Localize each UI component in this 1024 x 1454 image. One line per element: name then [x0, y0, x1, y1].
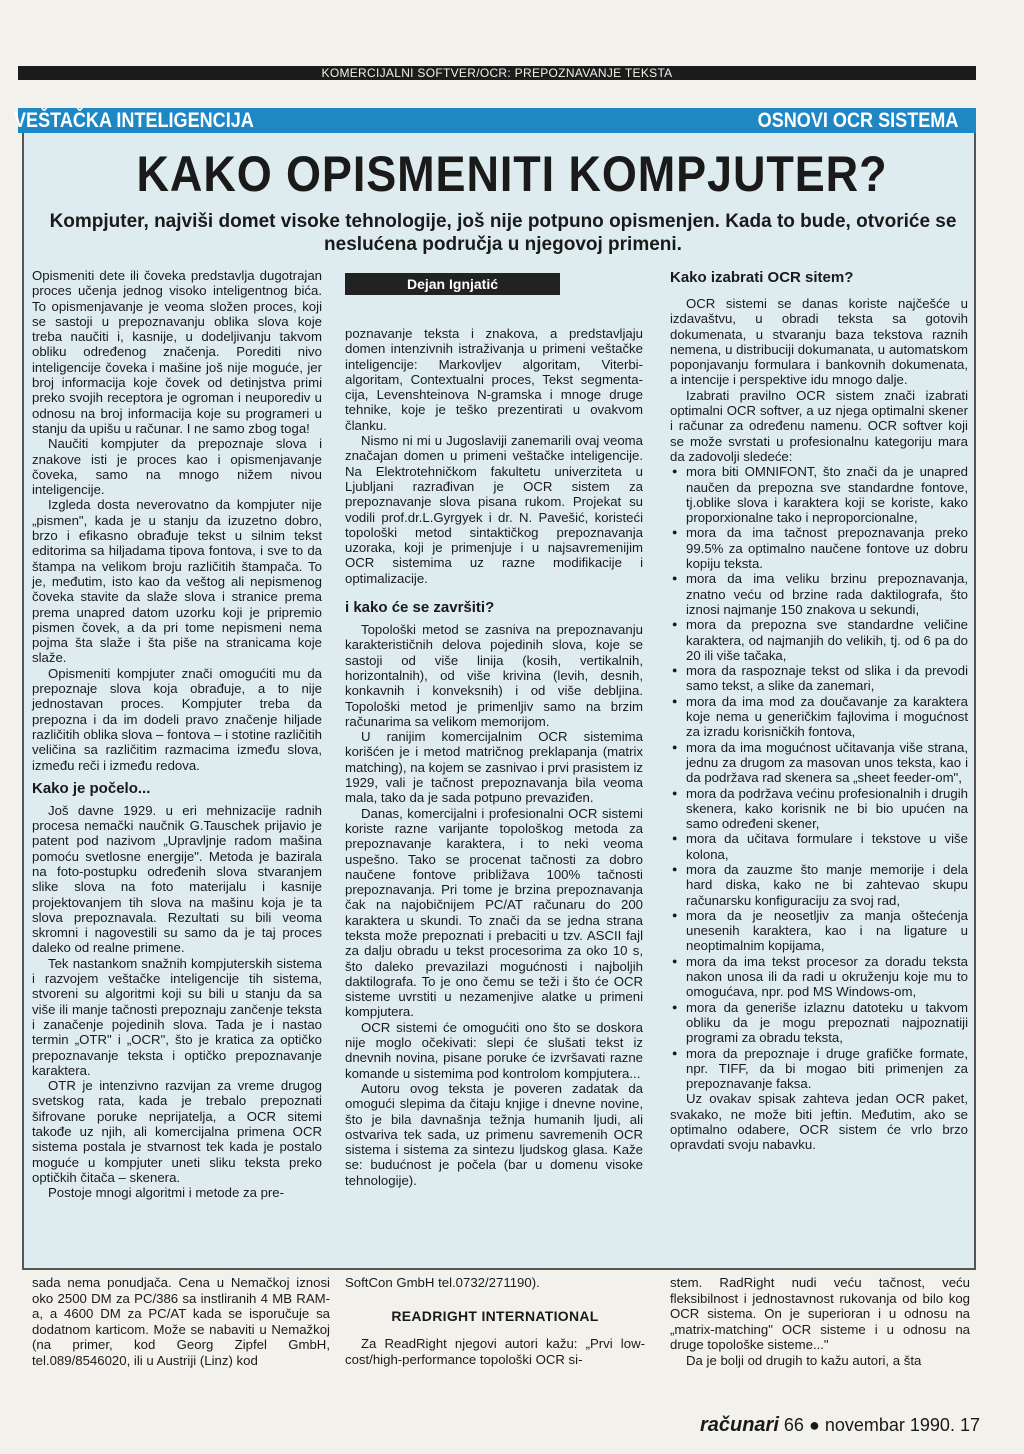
list-item: ● mora da raspoznaje tekst od slika i da prevodi samo tekst, a slike da zanemari, — [670, 663, 968, 694]
list-item: ● mora da je neosetljiv za manja oštećenja unesenih karaktera, kao i na ligature u neoptimalnim kopijama, — [670, 908, 968, 954]
paragraph: Izgleda dosta neverovatno da kompjuter nije „pismen", kada je u stanju da izuzetno dobro, brzo i efikasno obrađuje tekst u silnim tekst editorima sa hiljadama tipova fontova, i sve to da štampa na velikom broju različitih štampača. To je, međutim, isto kao da veštog ali nepismenog čoveka stavite da slaže slova i stranice prema prema unapred datom uzorku koji je pripremio pismen čovek, a da pri tome nepismeni nema pojma šta slaže i šta piše na stranicama koje slaže. — [32, 497, 322, 666]
issue-number: 66 — [783, 1415, 804, 1435]
bullet-separator: ● — [808, 1415, 820, 1435]
subheading: Kako izabrati OCR sitem? — [670, 269, 854, 286]
list-item: ● mora da ima tačnost prepoznavanja preko 99.5% za optimalno naučene fontove uz dobru kopiju teksta. — [670, 525, 968, 571]
sidebar-column-1 — [32, 1275, 330, 1368]
page-number: 17 — [959, 1415, 980, 1435]
sidebar-column-2 — [345, 1275, 645, 1367]
paragraph: Autoru ovog teksta je poveren zadatak da omogući slepima da čitaju knjige i dnevne novine, što je bila davnašnja težnja humanih ljudi, ali ostvariva tek sada, uz primenu savremenih OCR sistema i sistema za sintezu ljudskog glasa. Kaže se: budućnost je počela (bar u domenu visoke tehnologije). — [345, 1080, 643, 1188]
paragraph: poznavanje teksta i znakova, a predstavljaju domen intenzivnih istraživanja u primeni veštačke inteligencije: Markovljev algoritam, Viterbi-algoritam, Contextualni proces, Tekst segmenta- cija, Levenshteinova N-gramska i mnoge druge tehnike, koje je teško prezentirati u ovakvom članku. — [345, 326, 643, 433]
paragraph: Izabrati pravilno OCR sistem znači izabrati optimalni OCR softver, a uz njega optimalni skener i računar za određenu namenu. OCR softver koji se može svrstati u profesionalnu kategoriju mara da zadovolji sledeće: — [670, 387, 968, 464]
article-title: KAKO OPISMENITI KOMPJUTER? — [136, 146, 888, 202]
paragraph: Danas, komercijalni i profesionalni OCR sistemi koriste razne varijante topološkog metoda za prepoznavanje karaktera, i to neki veoma uspešno. Tako se procenat tačnosti za dobro naučene fontove približava 100% tačnosti prepoznavanja. Pri tome je brzina prepoznavanja čak na najobičnijem PC/AT računaru do 200 karaktera u skundi. To znači da se jedna strana teksta može prepoznati i prebaciti u tzv. ASCII fajl za dalju obradu u tekst procesorima za oko 10 s, što daleko prevazilazi mogućnosti i najboljih daktilografa. To je ono čemu se teži i što će OCR sisteme uvrstiti u nezamenjive alatke u primeni kompjutera. — [345, 805, 643, 1020]
list-item: ● mora da zauzme što manje memorije i dela hard diska, kako ne bi zahtevao skupu računarsku konfiguraciju za svoj rad, — [670, 862, 968, 908]
author-byline: Dejan Ignjatić — [345, 273, 560, 295]
paragraph: OTR je intenzivno razvijan za vreme drugog svetskog rata, kada je trebalo prepoznati šifrovane poruke neprijatelja, a OCR sitemi takođe uz njih, ali komercijalna primena OCR sistema postala je stvarnost tek kada je postalo moguće u kompjuter uneti sliku teksta preko optičkih čitača – skenera. — [32, 1078, 322, 1185]
list-item: ● mora da generiše izlaznu datoteku u takvom obliku da je mogu prepoznati najpoznatiji programi za obradu teksta, — [670, 1000, 968, 1046]
list-item: ● mora da učitava formulare i tekstove u više kolona, — [670, 831, 968, 862]
paragraph: Topološki metod se zasniva na prepoznavanju karakterističnih delova pojedinih slova, koje se sastoji od više linija (kosih, vertikalnih, horizontalnih), od više krivina (levih, desnih, konkavnih i konveksnih) i od više debljina. Topološki metod je primenljiv samo na brzim računarima sa velikom memorijom. — [345, 622, 643, 729]
list-item: ● mora da podržava većinu profesionalnih i drugih skenera, kako korisnik ne bi bio upućen na samo određeni skener, — [670, 786, 968, 832]
list-item: ● mora biti OMNIFONT, što znači da je unapred naučen da prepozna sve standardne fontove, tj.oblike slova i karaktera koji se koriste, kako proporxionalne tako i neproporcionalne, — [670, 464, 968, 525]
section-label-right: OSNOVI OCR SISTEMA — [757, 109, 958, 132]
paragraph: U ranijim komercijalnim OCR sistemima korišćen je i metod matričnog preklapanja (matrix matching), na kojem se zasnivao i prvi prasistem iz 1929, vali je tačnost prepoznavanja bila veoma mala, tako da je sada potpuno prevaziđen. — [345, 729, 643, 806]
article-deck: Kompjuter, najviši domet visoke tehnologije, još nije potpuno opismenjen. Kada to bude, otvoriće se neslućena područja u njegovoj primeni. — [49, 211, 957, 255]
subheading: i kako će se završiti? — [345, 599, 495, 617]
paragraph: Postoje mnogi algoritmi i metode za pre- — [48, 1185, 285, 1201]
list-item: ● mora da ima tekst procesor za doradu teksta nakon unosa ili da radi u okruženju koje mu to omogućava, npr. pod MS Windows-om, — [670, 954, 968, 1000]
paragraph: Za ReadRight njegovi autori kažu: „Prvi low-cost/high-performance topološki OCR si- — [345, 1336, 645, 1367]
paragraph: sada nema ponudjača. Cena u Nemačkoj iznosi oko 2500 DM za PC/386 sa instliranih 4 MB RAM-a, a 4600 DM za PC/AT kada se isporučuje sa dodatnom karticom. Može se nabaviti u Nemažkoj (na primer, kod Georg Zipfel GmbH, tel.089/8546020, ili u Austriji (Linz) kod — [32, 1275, 330, 1368]
paragraph: Opismeniti kompjuter znači omogućiti mu da prepoznaje slova koja obrađuje, a to nije jednostavan proces. Kompjuter treba da prepozna i da im dodeli pravo značenje hiljade različitih oblika slova – fontova – i stotine različitih veličina sa različitim razmacima između slova, između reči i između redova. — [32, 665, 322, 773]
paragraph: Uz ovakav spisak zahteva jedan OCR paket, svakako, ne može biti jeftin. Međutim, ako se optimalno odabere, OCR sistem će vrlo brzo opravdati svoju nabavku. — [670, 1091, 968, 1153]
column-3 — [670, 296, 968, 1153]
paragraph: Opismeniti dete ili čoveka predstavlja dugotrajan proces učenja jednog visoko inteligentnog bića. To opismenjavanje je veoma složen proces, koji se sastoji u prepoznavanju oblika slova koje treba naučiti i, kasnije, u dodeljivanju takvom obliku određenog značenja. Porediti nivo inteligencije čoveka i mašine još nije moguće, jer broj informacija koje čovek od detinjstva primi preko svojih receptora je ogroman i neuporediv u odnosu na broj informacija koje su programeri u stanju da upišu u računar. I ne samo zbog toga! — [32, 268, 322, 436]
list-item: ● mora da ima veliku brzinu prepoznavanja, znatno veću od brzine rada daktilografa, što iznosi najmanje 150 znakova u sekundi, — [670, 571, 968, 617]
paragraph: SoftCon GmbH tel.0732/271190). — [345, 1275, 540, 1290]
paragraph: Naučiti kompjuter da prepoznaje slova i znakove isti je proces kao i opismenjavanje čoveka, samo na mnogo nižem nivou inteligencije. — [32, 436, 322, 498]
list-item: ● mora da ima mod za doučavanje za karaktera koje nema u generičkim fajlovima i mogućnost za izradu korisničkih fontova, — [670, 694, 968, 740]
requirements-list — [670, 464, 968, 1091]
paragraph: Nismo ni mi u Jugoslaviji zanemarili ovaj veoma značajan domen u primeni veštačke inteligencije. Na Elektrotehničkom fakultetu univerziteta u Ljubljani razrađivan je OCR sistem za prepoznavanje slova pisana rukom. Projekat su vodili prof.dr.L.Gyrgyek i dr. N. Pavešić, koristeći topološki metod sintaktičkog prepoznavanja uzoraka, koji je primenjuje i u najsavremenijim OCR sistemima uz razne modifikacije i optimalizacije. — [345, 433, 643, 586]
paragraph: Da je bolji od drugih to kažu autori, a šta — [686, 1352, 922, 1368]
list-item: ● mora da prepoznaje i druge grafičke formate, npr. TIFF, da bi mogao biti primenjen za prepoznavanje faksa. — [670, 1046, 968, 1092]
paragraph: Još davne 1929. u eri mehnizacije radnih procesa nemački naučnik G.Tauschek prijavio je patent pod nazivom „Upravljnje radom mašina pomoću svetlosne energije". Metoda je bazirala na foto-postupku određenih slova stvaranjem slike slova na foto materijalu i kasnije projektovanjem tih slova na mašinu koja je ta slova prepoznavala. Rezultati su bili veoma skromni i nagovestili su samo da je taj proces daleko od realne primene. — [32, 802, 322, 956]
list-item: ● mora da ima mogućnost učitavanja više strana, jednu za drugom za masovan unos teksta, kao i da podržava rad skenera sa „sheet feeder-om", — [670, 740, 968, 786]
top-banner: KOMERCIJALNI SOFTVER/OCR: PREPOZNAVANJE TEKSTA — [18, 66, 976, 80]
magazine-name: računari — [699, 1414, 779, 1436]
subheading: Kako je počelo... — [32, 779, 151, 797]
page-footer — [700, 1414, 980, 1437]
paragraph: OCR sistemi će omogućiti ono što se doskora nije moglo očekivati: slepi će slušati tekst iz dnevnih novina, pisane poruke će izvršavati razne komande u sistemima pod kontrolom kompjutera... — [345, 1019, 643, 1081]
column-1 — [32, 268, 322, 1201]
column-2 — [345, 326, 643, 1188]
paragraph: Tek nastankom snažnih kompjuterskih sistema i razvojem veštačke inteligencije tih sistema, stvoreni su algoritmi koji su bili u stanju da sa više ili manje tačnosti prepoznaju zančenje teksta i zanačenje pojedinih slova. Tada je i nastao termin „OTR" i „OCR", što je kratica za optičko prepoznavanje teksta i optičko prepoznavanje karaktera. — [32, 955, 322, 1078]
paragraph: stem. RadRight nudi veću tačnost, veću fleksibilnost i jednostavnost rukovanja od bilo kog OCR sistema. On je superioran i u odnosu na „matrix-matching" OCR sisteme i u odnosu na druge topološke sisteme..." — [670, 1275, 970, 1352]
paragraph: OCR sistemi se danas koriste najčešće u izdavaštvu, u obradi teksta sa gotovih dokumenata, u stvaranju baza tekstova raznih nemena, u distribuciji dokumanata, u automatskom poponjavanju formulara i bankovnih dokumenata, a intencije i perspektive idu mnogo dalje. — [670, 296, 968, 388]
sidebar-heading: READRIGHT INTERNATIONAL — [391, 1307, 599, 1324]
section-label-left: VEŠTAČKA INTELIGENCIJA — [14, 109, 254, 132]
sidebar-column-3 — [670, 1275, 970, 1368]
list-item: ● mora da prepozna sve standardne veličine karaktera, od najmanjih do velikih, tj. od 6 pa do 20 ili više tačaka, — [670, 617, 968, 663]
issue-date: novembar 1990. — [824, 1415, 955, 1435]
